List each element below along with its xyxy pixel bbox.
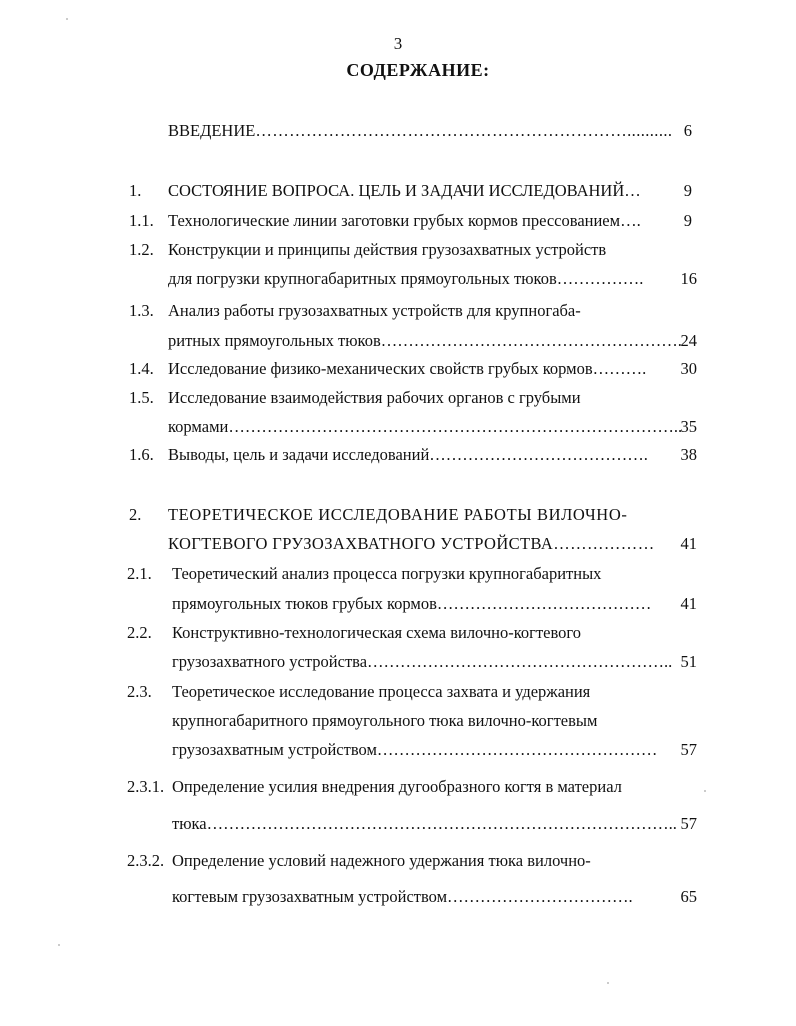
toc-entry-2-1-line2: прямоугольных тюков грубых кормов………………………………… <box>172 594 652 613</box>
toc-entry-2-3-1-line1: Определение усилия внедрения дугообразного когтя в материал <box>172 777 622 796</box>
toc-entry-1-6: Выводы, цель и задачи исследований…………………………………. <box>168 445 648 464</box>
scan-speck <box>66 18 68 20</box>
toc-entry-2-3-line1: Теоретическое исследование процесса захвата и удержания <box>172 682 591 701</box>
toc-entry-2-3-2-line1: Определение условий надежного удержания тюка вилочно- <box>172 851 591 870</box>
toc-page-2-3-2: 65 <box>680 887 697 906</box>
toc-entry-2-3-1-line2: тюка………………………………………………………………………….. <box>172 814 677 833</box>
toc-num-1-5: 1.5. <box>129 388 154 407</box>
toc-num-2-3-1: 2.3.1. <box>127 777 165 796</box>
toc-entry-intro <box>168 120 672 142</box>
toc-entry-1-1: Технологические линии заготовки грубых кормов прессованием…. <box>168 211 641 230</box>
toc-num-2-2: 2.2. <box>127 623 152 642</box>
toc-num-1-1: 1.1. <box>129 211 154 230</box>
toc-entry-2-3-2-line2: когтевым грузозахватным устройством……………………………. <box>172 887 633 906</box>
toc-page-1-2: 16 <box>680 269 697 288</box>
toc-page-2-3-1: 57 <box>680 814 697 833</box>
toc-num-1-4: 1.4. <box>129 359 154 378</box>
toc-entry-1-5-line1: Исследование взаимодействия рабочих органов с грубыми <box>168 388 581 407</box>
toc-page-2-1: 41 <box>680 594 697 613</box>
toc-entry-2-line2: КОГТЕВОГО ГРУЗОЗАХВАТНОГО УСТРОЙСТВА……………… <box>168 534 655 553</box>
toc-num-1-3: 1.3. <box>129 301 154 320</box>
page-number: 3 <box>393 34 403 53</box>
toc-num-2-3: 2.3. <box>127 682 152 701</box>
toc-entry-2-line1: ТЕОРЕТИЧЕСКОЕ ИССЛЕДОВАНИЕ РАБОТЫ ВИЛОЧНО- <box>168 505 628 524</box>
toc-entry-2-3-line2: крупногабаритного прямоугольного тюка вилочно-когтевым <box>172 711 598 730</box>
toc-entry-1: СОСТОЯНИЕ ВОПРОСА. ЦЕЛЬ И ЗАДАЧИ ИССЛЕДОВАНИЙ… <box>168 181 641 200</box>
toc-entry-1-5-line2: кормами……………………………………………………………………….. <box>168 417 683 436</box>
toc-entry-1-2-line1: Конструкции и принципы действия грузозахватных устройств <box>168 240 607 259</box>
toc-num-2: 2. <box>129 505 142 524</box>
toc-num-2-1: 2.1. <box>127 564 152 583</box>
scan-speck <box>58 944 60 946</box>
toc-page-1-5: 35 <box>680 417 697 436</box>
toc-entry-2-1-line1: Теоретический анализ процесса погрузки крупногабаритных <box>172 564 602 583</box>
toc-num-1-2: 1.2. <box>129 240 154 259</box>
toc-page-2-2: 51 <box>680 652 697 671</box>
toc-dots: ………………………………………………………….......... <box>255 121 673 140</box>
toc-num-1-6: 1.6. <box>129 445 154 464</box>
toc-num-2-3-2: 2.3.2. <box>127 851 165 870</box>
toc-page-2: 41 <box>680 534 697 553</box>
toc-page-1-4: 30 <box>680 359 697 378</box>
toc-entry-1-3-line1: Анализ работы грузозахватных устройств для крупногаба- <box>168 301 581 320</box>
toc-page-2-3: 57 <box>680 740 697 759</box>
scan-speck <box>607 982 609 984</box>
toc-entry-1-2-line2: для погрузки крупногабаритных прямоугольных тюков……………. <box>168 269 644 288</box>
toc-page-1-3: 24 <box>680 331 697 350</box>
toc-entry-2-2-line1: Конструктивно-технологическая схема вилочно-когтевого <box>172 623 582 642</box>
toc-entry-2-2-line2: грузозахватного устройства……………………………………………….. <box>172 652 673 671</box>
toc-page-1: 9 <box>683 181 692 200</box>
page-title: СОДЕРЖАНИЕ: <box>346 60 490 80</box>
toc-page-1-1: 9 <box>683 211 692 230</box>
toc-entry-1-4: Исследование физико-механических свойств грубых кормов………. <box>168 359 647 378</box>
toc-num-1: 1. <box>129 181 142 200</box>
toc-entry-1-3-line2: ритных прямоугольных тюков………………………………………………. <box>168 331 682 350</box>
toc-page-intro: 6 <box>683 121 692 140</box>
toc-page-1-6: 38 <box>680 445 697 464</box>
toc-entry-intro-text: ВВЕДЕНИЕ <box>168 121 256 140</box>
scan-speck <box>704 790 706 792</box>
toc-entry-2-3-line3: грузозахватным устройством…………………………………………… <box>172 740 658 759</box>
